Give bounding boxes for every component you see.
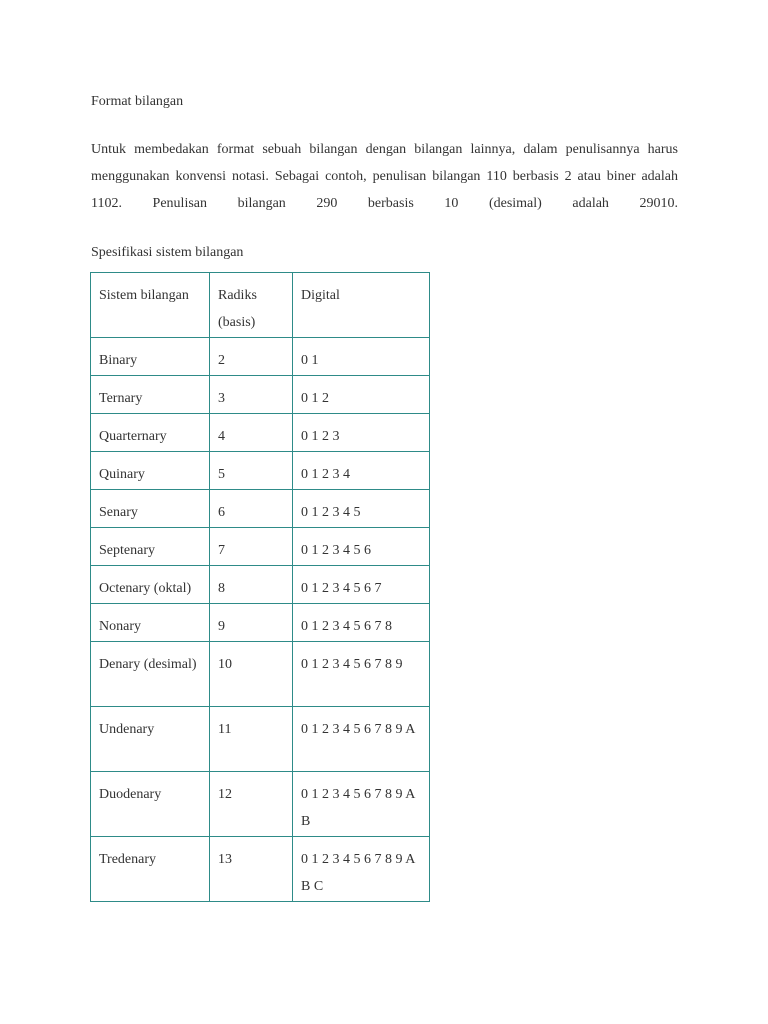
page-heading: Format bilangan bbox=[91, 94, 184, 109]
cell-system: Quinary bbox=[91, 452, 210, 490]
table-row bbox=[91, 414, 430, 452]
intro-paragraph: Untuk membedakan format sebuah bilangan dengan bilangan lainnya, dalam penulisannya harus menggunakan konvensi notasi. Sebagai contoh, penulisan bilangan 110 berbasis 2 atau biner adalah 1102. Penulisan bilangan 290 berbasis 10 (desimal) adalah 29010. bbox=[91, 142, 678, 211]
header-digital: Digital bbox=[293, 273, 430, 338]
cell-radix: 11 bbox=[210, 707, 293, 772]
cell-system: Denary (desimal) bbox=[91, 642, 210, 707]
cell-radix: 4 bbox=[210, 414, 293, 452]
cell-system: Nonary bbox=[91, 604, 210, 642]
header-sistem-bilangan: Sistem bilangan bbox=[91, 273, 210, 338]
header-radiks: Radiks (basis) bbox=[210, 273, 293, 338]
table-row bbox=[91, 452, 430, 490]
table-row bbox=[91, 642, 430, 707]
cell-radix: 2 bbox=[210, 338, 293, 376]
table-header-row bbox=[91, 273, 430, 338]
table-title: Spesifikasi sistem bilangan bbox=[91, 245, 244, 260]
cell-radix: 12 bbox=[210, 772, 293, 837]
cell-radix: 6 bbox=[210, 490, 293, 528]
cell-digits: 0 1 2 3 4 5 6 7 8 9 A B bbox=[293, 772, 430, 837]
table-row bbox=[91, 604, 430, 642]
cell-digits: 0 1 2 3 4 5 6 bbox=[293, 528, 430, 566]
table-row bbox=[91, 376, 430, 414]
cell-system: Senary bbox=[91, 490, 210, 528]
cell-system: Tredenary bbox=[91, 837, 210, 902]
cell-digits: 0 1 2 3 4 5 6 7 8 9 A bbox=[293, 707, 430, 772]
cell-digits: 0 1 2 3 4 bbox=[293, 452, 430, 490]
cell-system: Duodenary bbox=[91, 772, 210, 837]
table-row bbox=[91, 772, 430, 837]
cell-radix: 13 bbox=[210, 837, 293, 902]
table-row bbox=[91, 338, 430, 376]
cell-digits: 0 1 2 3 4 5 6 7 8 9 bbox=[293, 642, 430, 707]
table-row bbox=[91, 490, 430, 528]
table-row bbox=[91, 837, 430, 902]
cell-system: Quarternary bbox=[91, 414, 210, 452]
table-row bbox=[91, 566, 430, 604]
table-row bbox=[91, 528, 430, 566]
cell-digits: 0 1 2 3 4 5 6 7 8 9 A B C bbox=[293, 837, 430, 902]
cell-system: Ternary bbox=[91, 376, 210, 414]
table-row bbox=[91, 707, 430, 772]
cell-digits: 0 1 2 3 bbox=[293, 414, 430, 452]
cell-system: Octenary (oktal) bbox=[91, 566, 210, 604]
cell-radix: 8 bbox=[210, 566, 293, 604]
cell-digits: 0 1 2 3 4 5 6 7 bbox=[293, 566, 430, 604]
cell-system: Undenary bbox=[91, 707, 210, 772]
cell-radix: 5 bbox=[210, 452, 293, 490]
cell-radix: 9 bbox=[210, 604, 293, 642]
number-system-table bbox=[90, 272, 430, 902]
cell-digits: 0 1 2 bbox=[293, 376, 430, 414]
cell-system: Binary bbox=[91, 338, 210, 376]
cell-radix: 10 bbox=[210, 642, 293, 707]
cell-digits: 0 1 bbox=[293, 338, 430, 376]
cell-digits: 0 1 2 3 4 5 bbox=[293, 490, 430, 528]
cell-digits: 0 1 2 3 4 5 6 7 8 bbox=[293, 604, 430, 642]
cell-radix: 7 bbox=[210, 528, 293, 566]
cell-radix: 3 bbox=[210, 376, 293, 414]
cell-system: Septenary bbox=[91, 528, 210, 566]
